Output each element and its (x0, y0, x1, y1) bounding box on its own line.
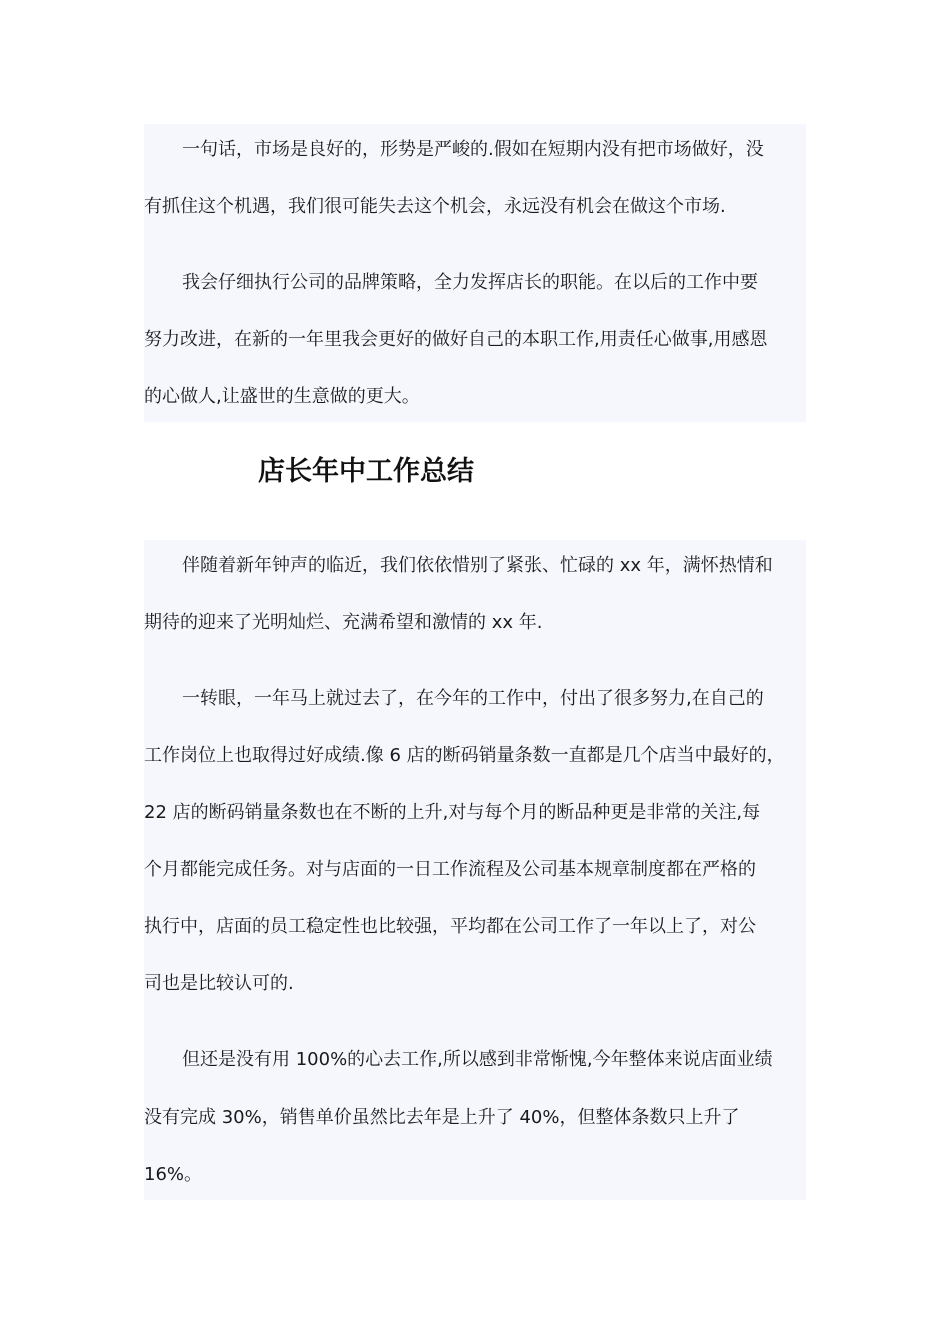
paragraph-line: 执行中，店面的员工稳定性也比较强，平均都在公司工作了一年以上了，对公 (144, 916, 756, 937)
paragraph-line: 期待的迎来了光明灿烂、充满希望和激情的 xx 年. (144, 612, 543, 633)
paragraph-line: 工作岗位上也取得过好成绩.像 6 店的断码销量条数一直都是几个店当中最好的， (144, 745, 785, 766)
paragraph-line: 一句话，市场是良好的，形势是严峻的.假如在短期内没有把市场做好，没 (182, 139, 764, 160)
paragraph-line: 伴随着新年钟声的临近，我们依依惜别了紧张、忙碌的 xx 年，满怀热情和 (182, 555, 773, 576)
paragraph-line: 22 店的断码销量条数也在不断的上升,对与每个月的断品种更是非常的关注,每 (144, 802, 761, 823)
paragraph-line: 的心做人,让盛世的生意做的更大。 (144, 386, 420, 407)
paragraph-line: 一转眼，一年马上就过去了，在今年的工作中，付出了很多努力,在自己的 (182, 688, 764, 709)
paragraph-line: 有抓住这个机遇，我们很可能失去这个机会，永远没有机会在做这个市场. (144, 196, 726, 217)
paragraph-line: 我会仔细执行公司的品牌策略，全力发挥店长的职能。在以后的工作中要 (182, 272, 758, 293)
paragraph-line: 司也是比较认可的. (144, 973, 294, 994)
paragraph-line: 努力改进，在新的一年里我会更好的做好自己的本职工作,用责任心做事,用感恩 (144, 329, 768, 350)
paragraph-line: 16%。 (144, 1164, 203, 1185)
page-title: 店长年中工作总结 (258, 456, 474, 487)
paragraph-line: 但还是没有用 100%的心去工作,所以感到非常惭愧,今年整体来说店面业绩 (182, 1049, 773, 1070)
paragraph-line: 个月都能完成任务。对与店面的一日工作流程及公司基本规章制度都在严格的 (144, 859, 756, 880)
paragraph-line: 没有完成 30%，销售单价虽然比去年是上升了 40%，但整体条数只上升了 (144, 1107, 740, 1128)
